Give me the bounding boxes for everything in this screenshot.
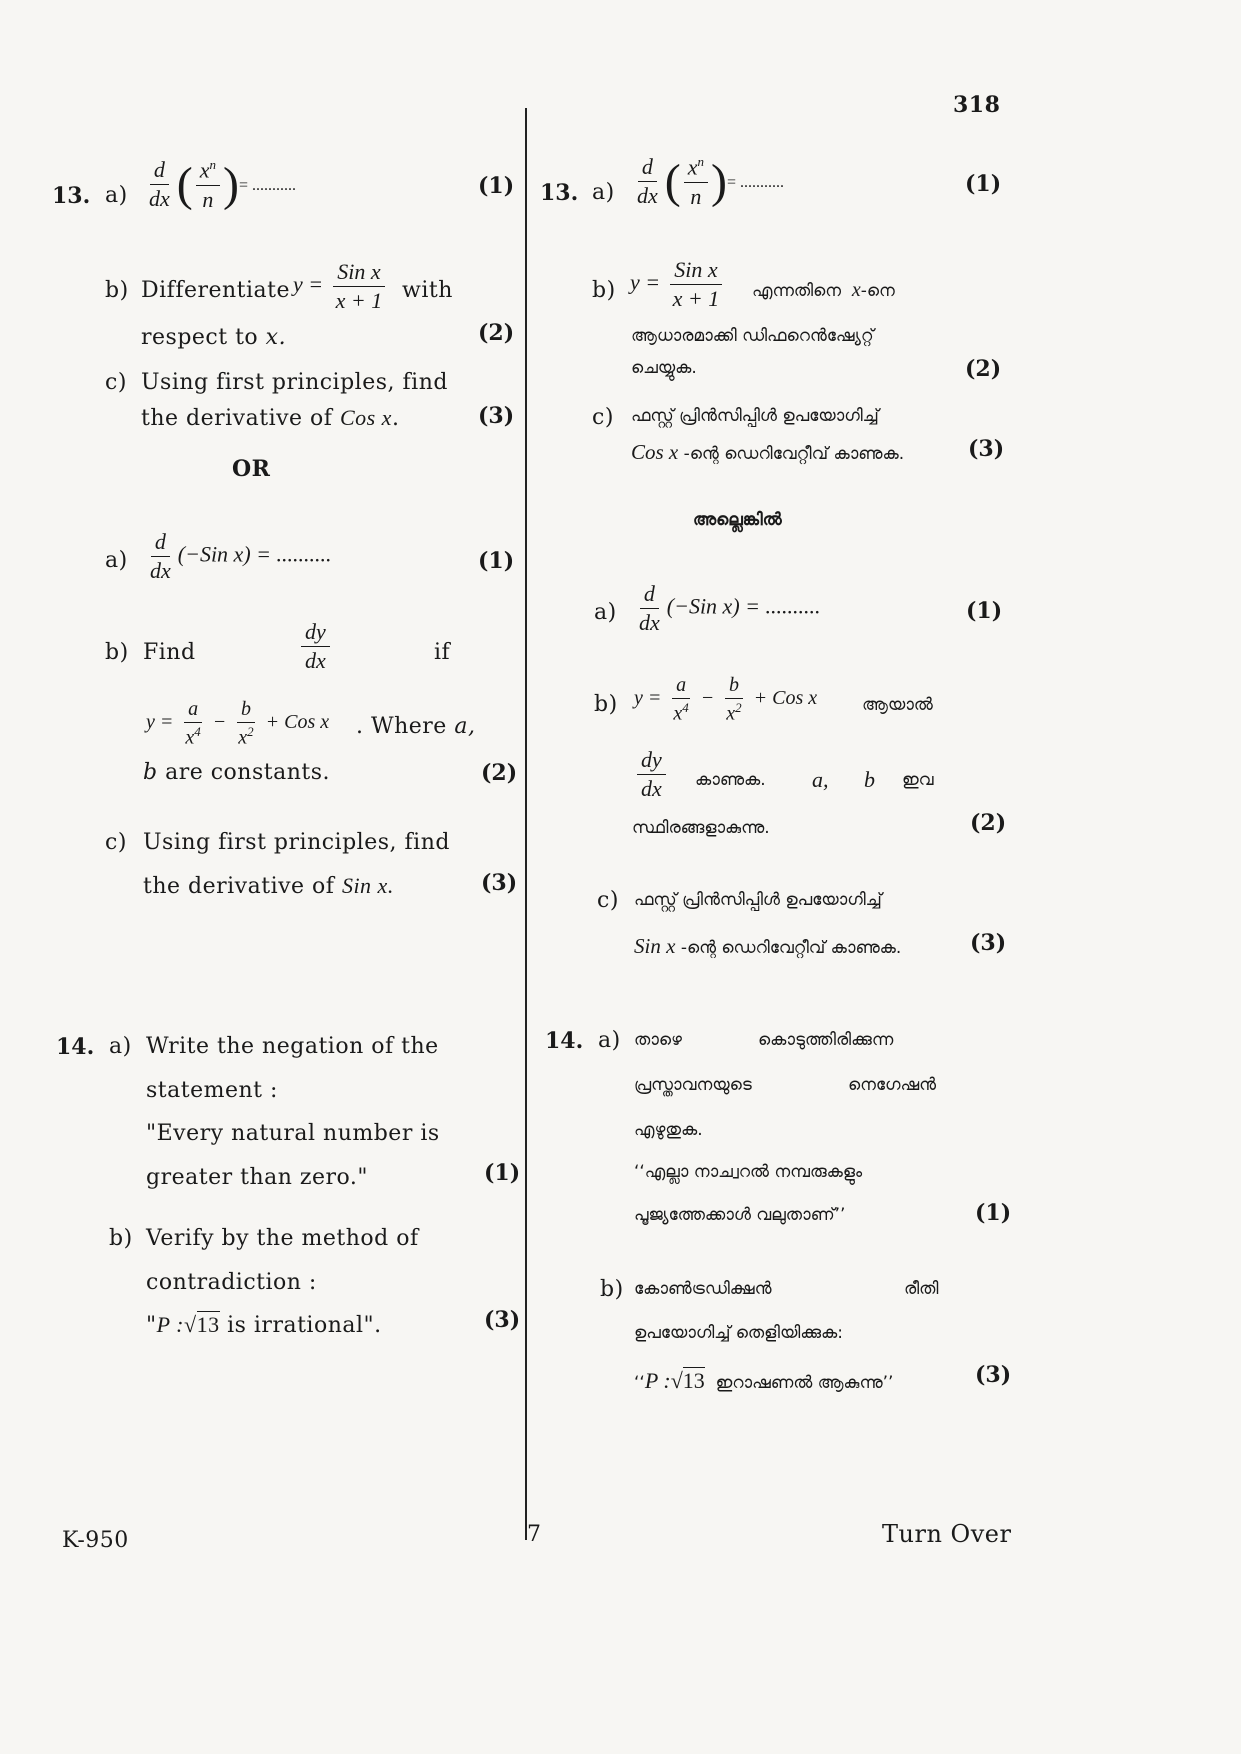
part-label: a) [592,180,615,205]
part-label: b) [592,278,616,303]
part-label: b) [105,278,129,303]
question-text: ഇവ [902,770,934,790]
question-text: ആധാരമാക്കി ഡിഫറെൻഷ്യേറ്റ് [631,326,874,346]
question-text: contradiction : [146,1270,317,1295]
part-label: c) [592,405,614,430]
dy-dx: $\frac{dy}{dx}$ [634,748,669,801]
part-label: c) [105,370,127,395]
or-separator: അല്ലെങ്കിൽ [693,510,782,530]
question-text: Using first principles, find [141,370,448,395]
question-number: 14. [545,1028,584,1054]
part-label: a) [105,183,128,208]
question-text: b [864,767,875,792]
column-divider [525,108,527,1540]
part-label: a) [594,600,617,625]
question-text: Cos x -ന്റെ ഡെറിവേറ്റീവ് കാണുക. [631,440,905,464]
question-text: Differentiate [141,278,291,303]
turn-over: Turn Over [882,1520,1012,1548]
question-text: Verify by the method of [146,1226,419,1251]
derivative-expression: $\frac{d}{dx}$ (−Sin x) = .......... [150,529,332,584]
marks: (1) [966,598,1003,624]
part-label: b) [600,1277,624,1302]
question-text: എന്നതിനെ x-നെ [752,279,895,301]
question-text: ഫസ്റ്റ് പ്രിൻസിപ്പിൾ ഉപയോഗിച്ച് [631,406,879,426]
question-text: with [402,278,453,303]
question-text: Sin x -ന്റെ ഡെറിവേറ്റീവ് കാണുക. [634,934,902,958]
marks: (2) [965,356,1002,382]
question-text: ഫസ്റ്റ് പ്രിൻസിപ്പിൾ ഉപയോഗിച്ച് [634,890,882,910]
part-label: a) [109,1034,132,1059]
question-text: statement : [146,1078,278,1103]
question-number: 13. [540,180,579,206]
marks: (2) [481,760,518,786]
question-text: താഴെ [634,1030,682,1050]
function-expression: y = $\frac{a}{x^4}$ − $\frac{b}{x^2}$ + Cos x [146,698,330,749]
part-label: c) [105,830,127,855]
question-text: "Every natural number is [146,1121,440,1146]
marks: (1) [478,548,515,574]
question-text: "P :√13 is irrational". [146,1312,382,1338]
question-text: if [434,640,451,665]
marks: (1) [965,171,1002,197]
part-label: a) [105,548,128,573]
part-label: c) [597,888,619,913]
question-text: ‘‘എല്ലാ നാച്വറൽ നമ്പരുകളും [634,1162,863,1182]
question-text: the derivative of Cos x. [141,405,400,431]
derivative-expression: $\frac{d}{dx}$ (−Sin x) = .......... [639,581,821,636]
question-text: a, [812,767,829,792]
footer-code: K-950 [62,1528,129,1553]
marks: (2) [478,320,515,346]
question-text: സ്ഥിരങ്ങളാകുന്നു. [632,818,770,838]
marks: (3) [478,403,515,429]
function-expression: y = $\frac{\text{Sin x}}{x + 1}$ [293,260,389,313]
question-text: നെഗേഷൻ [848,1075,937,1095]
dy-dx: $\frac{dy}{dx}$ [298,620,333,673]
page-number: 7 [527,1522,542,1547]
question-text: പ്രസ്താവനയുടെ [634,1075,752,1095]
question-text: കൊടുത്തിരിക്കുന്ന [758,1030,894,1050]
function-expression: y = $\frac{a}{x^4}$ − $\frac{b}{x^2}$ + Cos x [634,674,818,725]
question-text: the derivative of Sin x. [143,873,394,899]
marks: (1) [484,1160,521,1186]
derivative-expression: $\frac{d}{dx}$ ( $\frac{x^n}{n}$ )= ........... [149,157,297,212]
question-text: . Where a, [356,714,476,739]
marks: (3) [968,436,1005,462]
marks: (3) [975,1362,1012,1388]
question-text: എഴുതുക. [634,1120,703,1140]
part-label: a) [598,1028,621,1053]
question-text: പൂജ്യത്തേക്കാൾ വലുതാണ്’’ [634,1205,846,1225]
marks: (3) [970,930,1007,956]
question-text: Using first principles, find [143,830,450,855]
question-number: 13. [52,183,91,209]
question-text: ‘‘P :√13 ഇറാഷണൽ ആകുന്നു’’ [634,1368,894,1393]
part-label: b) [594,692,618,717]
marks: (2) [970,810,1007,836]
question-text: കാണുക. [695,770,766,790]
question-text: greater than zero." [146,1165,368,1190]
question-text: Write the negation of the [146,1034,439,1059]
question-text: രീതി [904,1279,939,1299]
question-text: കോൺട്രഡിക്ഷൻ [634,1279,772,1299]
part-label: b) [109,1226,133,1251]
question-text: Find [143,640,196,665]
marks: (3) [484,1307,521,1333]
or-separator: OR [232,456,271,482]
question-text: ആയാൽ [862,695,933,715]
marks: (1) [975,1200,1012,1226]
marks: (1) [478,173,515,199]
question-number: 14. [56,1034,95,1060]
page-code: 318 [953,92,1001,118]
derivative-expression: $\frac{d}{dx}$ ( $\frac{x^n}{n}$ )= ........... [637,154,785,209]
question-text: respect to x. [141,325,287,350]
part-label: b) [105,640,129,665]
marks: (3) [481,870,518,896]
question-text: b are constants. [143,760,331,785]
question-text: ഉപയോഗിച്ച് തെളിയിക്കുക: [634,1323,843,1343]
question-text: ചെയ്യുക. [631,358,697,378]
function-expression: y = $\frac{\text{Sin x}}{x + 1}$ [630,258,726,311]
